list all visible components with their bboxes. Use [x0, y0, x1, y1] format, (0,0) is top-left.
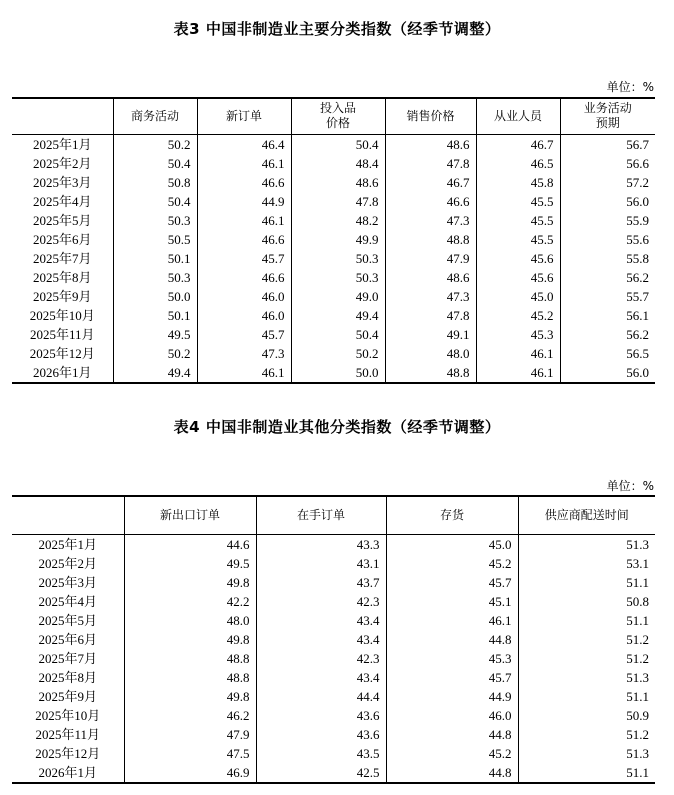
table3-cell: 50.8	[113, 173, 197, 192]
table3-row	[12, 134, 655, 154]
table3-row-label: 2025年3月	[32, 174, 92, 190]
table3-row-label: 2025年9月	[32, 288, 92, 304]
table3-cell: 46.1	[197, 211, 291, 230]
table3-row	[12, 173, 655, 192]
table3-cell: 56.1	[560, 306, 655, 325]
table4-row	[12, 592, 655, 611]
table4-cell: 45.0	[386, 534, 518, 554]
table3-cell: 48.6	[385, 268, 476, 287]
table4-cell: 45.2	[386, 744, 518, 763]
table4-cell: 42.3	[256, 592, 386, 611]
table4-row	[12, 763, 655, 783]
table4-cell: 42.2	[124, 592, 256, 611]
table4-cell: 43.3	[256, 534, 386, 554]
table3-cell: 50.1	[113, 249, 197, 268]
table3-cell: 49.4	[291, 306, 385, 325]
table3-cell: 48.4	[291, 154, 385, 173]
table3-cell: 50.3	[291, 268, 385, 287]
table3-cell: 56.5	[560, 344, 655, 363]
table4-cell: 44.6	[124, 534, 256, 554]
table3-cell: 46.6	[197, 268, 291, 287]
table3-title: 表3 中国非制造业主要分类指数（经季节调整）	[173, 20, 501, 38]
table3-cell: 46.6	[197, 173, 291, 192]
table3-row	[12, 287, 655, 306]
table3-row-label: 2025年10月	[29, 307, 95, 323]
table3-cell: 56.2	[560, 325, 655, 344]
table3-cell: 45.0	[476, 287, 560, 306]
table3-cell: 45.7	[197, 249, 291, 268]
table4-row-label: 2025年12月	[35, 745, 101, 761]
table3-cell: 50.2	[291, 344, 385, 363]
table3-cell: 48.6	[385, 134, 476, 154]
table4-row-label: 2025年6月	[38, 631, 97, 647]
table3-cell: 57.2	[560, 173, 655, 192]
table3-row	[12, 230, 655, 249]
table4-header-new-export-orders: 新出口订单	[124, 496, 256, 534]
table3-header-row	[12, 98, 655, 134]
table3-row-label: 2025年11月	[29, 326, 95, 342]
table3-header-new-orders: 新订单	[197, 98, 291, 134]
table4-row-label: 2025年8月	[38, 669, 97, 685]
table3-cell: 49.4	[113, 363, 197, 383]
table4-row	[12, 534, 655, 554]
table4-cell: 50.8	[518, 592, 655, 611]
table4-unit: 单位：%	[606, 479, 654, 493]
table4-cell: 51.1	[518, 573, 655, 592]
table3-row	[12, 249, 655, 268]
table4-cell: 44.8	[386, 763, 518, 783]
table3-cell: 48.8	[385, 363, 476, 383]
table3-row-label: 2025年1月	[32, 136, 92, 152]
table3-cell: 56.2	[560, 268, 655, 287]
table3-cell: 45.6	[476, 249, 560, 268]
table3-cell: 48.2	[291, 211, 385, 230]
table3-cell: 45.2	[476, 306, 560, 325]
table3-cell: 50.3	[291, 249, 385, 268]
table4-cell: 51.1	[518, 611, 655, 630]
table3-cell: 56.0	[560, 363, 655, 383]
table4-cell: 51.2	[518, 725, 655, 744]
table4-cell: 42.3	[256, 649, 386, 668]
table3-cell: 46.1	[197, 154, 291, 173]
table3-row-label: 2025年8月	[32, 269, 92, 285]
table4	[12, 495, 655, 784]
table4-cell: 49.8	[124, 630, 256, 649]
table3-cell: 47.3	[385, 287, 476, 306]
table3-cell: 56.0	[560, 192, 655, 211]
table3-cell: 48.8	[385, 230, 476, 249]
table3-unit: 单位：%	[606, 80, 654, 94]
table4-cell: 51.2	[518, 630, 655, 649]
table4-cell: 45.7	[386, 573, 518, 592]
table3-cell: 49.0	[291, 287, 385, 306]
table4-cell: 46.0	[386, 706, 518, 725]
table3-cell: 48.0	[385, 344, 476, 363]
table4-cell: 43.6	[256, 725, 386, 744]
table3-cell: 50.4	[291, 134, 385, 154]
table3-cell: 50.2	[113, 134, 197, 154]
table3-row	[12, 268, 655, 287]
table3-cell: 49.9	[291, 230, 385, 249]
table4-cell: 45.1	[386, 592, 518, 611]
table3-header-sales-prices: 销售价格	[385, 98, 476, 134]
table4-cell: 45.2	[386, 554, 518, 573]
table3-cell: 55.9	[560, 211, 655, 230]
table4-cell: 48.0	[124, 611, 256, 630]
table4-row-label: 2025年9月	[38, 688, 97, 704]
table3-cell: 50.3	[113, 211, 197, 230]
table3-cell: 50.0	[291, 363, 385, 383]
table4-row-label: 2025年4月	[38, 593, 97, 609]
table4-row	[12, 630, 655, 649]
table3-cell: 46.5	[476, 154, 560, 173]
table3-row	[12, 154, 655, 173]
table4-header-corner	[12, 496, 124, 534]
table3-cell: 45.5	[476, 230, 560, 249]
table4-row	[12, 668, 655, 687]
table4-row	[12, 706, 655, 725]
table3-row-label: 2025年2月	[32, 155, 92, 171]
table4-cell: 49.5	[124, 554, 256, 573]
table4-cell: 51.3	[518, 668, 655, 687]
table3-cell: 47.8	[291, 192, 385, 211]
table3-cell: 46.7	[476, 134, 560, 154]
table4-cell: 48.8	[124, 668, 256, 687]
table3-cell: 44.9	[197, 192, 291, 211]
table3-row	[12, 192, 655, 211]
table3-cell: 50.4	[291, 325, 385, 344]
table4-cell: 46.2	[124, 706, 256, 725]
table3-cell: 46.0	[197, 287, 291, 306]
table3-cell: 46.6	[385, 192, 476, 211]
table3-header-business-expectations: 业务活动 预期	[560, 98, 655, 134]
table3-cell: 45.5	[476, 192, 560, 211]
table3-cell: 47.9	[385, 249, 476, 268]
table4-cell: 46.1	[386, 611, 518, 630]
table4-row	[12, 744, 655, 763]
table4-cell: 42.5	[256, 763, 386, 783]
table4-cell: 51.2	[518, 649, 655, 668]
table4-row-label: 2025年1月	[38, 536, 97, 552]
table4-cell: 43.4	[256, 630, 386, 649]
table3-cell: 46.1	[197, 363, 291, 383]
table3-header-corner	[12, 98, 113, 134]
table3-cell: 45.3	[476, 325, 560, 344]
table3	[12, 97, 655, 384]
table3-header-employment: 从业人员	[476, 98, 560, 134]
table4-row	[12, 649, 655, 668]
table4-cell: 44.9	[386, 687, 518, 706]
table3-header-business-activity: 商务活动	[113, 98, 197, 134]
table3-cell: 46.7	[385, 173, 476, 192]
table4-row	[12, 611, 655, 630]
table3-row-label: 2025年4月	[32, 193, 92, 209]
table4-cell: 48.8	[124, 649, 256, 668]
table4-header-supplier-delivery-time: 供应商配送时间	[518, 496, 655, 534]
table3-row	[12, 325, 655, 344]
table4-row	[12, 725, 655, 744]
table3-cell: 50.3	[113, 268, 197, 287]
table4-title: 表4 中国非制造业其他分类指数（经季节调整）	[173, 418, 501, 436]
table3-row-label: 2025年6月	[32, 231, 92, 247]
table3-cell: 56.6	[560, 154, 655, 173]
table3-cell: 49.1	[385, 325, 476, 344]
table4-cell: 45.7	[386, 668, 518, 687]
table3-header-input-prices: 投入品 价格	[291, 98, 385, 134]
table3-row-label: 2025年7月	[32, 250, 92, 266]
table3-cell: 50.5	[113, 230, 197, 249]
table3-cell: 45.6	[476, 268, 560, 287]
table4-row-label: 2025年5月	[38, 612, 97, 628]
table3-cell: 50.4	[113, 154, 197, 173]
table3-cell: 48.6	[291, 173, 385, 192]
table3-cell: 47.8	[385, 154, 476, 173]
table3-row-label: 2025年12月	[29, 345, 95, 361]
table3-cell: 46.6	[197, 230, 291, 249]
table3-cell: 47.3	[197, 344, 291, 363]
table3-cell: 55.8	[560, 249, 655, 268]
table3-row	[12, 363, 655, 383]
table4-row-label: 2025年7月	[38, 650, 97, 666]
table3-row	[12, 211, 655, 230]
table4-row-label: 2025年11月	[35, 726, 101, 742]
table4-row-label: 2025年3月	[38, 574, 97, 590]
table4-cell: 51.3	[518, 534, 655, 554]
table4-cell: 44.8	[386, 725, 518, 744]
table3-cell: 46.1	[476, 344, 560, 363]
table4-header-row	[12, 496, 655, 534]
table4-row-label: 2025年2月	[38, 555, 97, 571]
table3-cell: 45.5	[476, 211, 560, 230]
table4-cell: 46.9	[124, 763, 256, 783]
table3-cell: 50.1	[113, 306, 197, 325]
table3-cell: 46.0	[197, 306, 291, 325]
table3-cell: 46.1	[476, 363, 560, 383]
table3-cell: 55.7	[560, 287, 655, 306]
table4-cell: 45.3	[386, 649, 518, 668]
table3-cell: 47.3	[385, 211, 476, 230]
table3-row	[12, 306, 655, 325]
table4-row	[12, 554, 655, 573]
table3-cell: 49.5	[113, 325, 197, 344]
table4-row-label: 2026年1月	[38, 764, 97, 780]
table3-cell: 47.8	[385, 306, 476, 325]
table4-row-label: 2025年10月	[35, 707, 101, 723]
table4-cell: 49.8	[124, 687, 256, 706]
table4-row	[12, 573, 655, 592]
table4-cell: 44.4	[256, 687, 386, 706]
table4-cell: 47.5	[124, 744, 256, 763]
table4-cell: 50.9	[518, 706, 655, 725]
table3-cell: 50.0	[113, 287, 197, 306]
table4-cell: 43.4	[256, 611, 386, 630]
table4-row	[12, 687, 655, 706]
table4-cell: 43.6	[256, 706, 386, 725]
table3-row-label: 2025年5月	[32, 212, 92, 228]
table4-cell: 43.7	[256, 573, 386, 592]
table4-cell: 43.5	[256, 744, 386, 763]
table3-cell: 56.7	[560, 134, 655, 154]
table4-cell: 51.1	[518, 763, 655, 783]
table4-cell: 47.9	[124, 725, 256, 744]
table4-header-backlog-orders: 在手订单	[256, 496, 386, 534]
table3-cell: 50.4	[113, 192, 197, 211]
table4-cell: 53.1	[518, 554, 655, 573]
table3-cell: 50.2	[113, 344, 197, 363]
table4-cell: 49.8	[124, 573, 256, 592]
table3-row-label: 2026年1月	[32, 364, 92, 380]
table4-cell: 43.1	[256, 554, 386, 573]
table3-cell: 45.8	[476, 173, 560, 192]
table4-header-inventory: 存货	[386, 496, 518, 534]
table4-cell: 51.3	[518, 744, 655, 763]
table4-cell: 44.8	[386, 630, 518, 649]
table4-cell: 43.4	[256, 668, 386, 687]
table3-cell: 45.7	[197, 325, 291, 344]
table3-cell: 46.4	[197, 134, 291, 154]
table3-cell: 55.6	[560, 230, 655, 249]
table4-cell: 51.1	[518, 687, 655, 706]
table3-row	[12, 344, 655, 363]
